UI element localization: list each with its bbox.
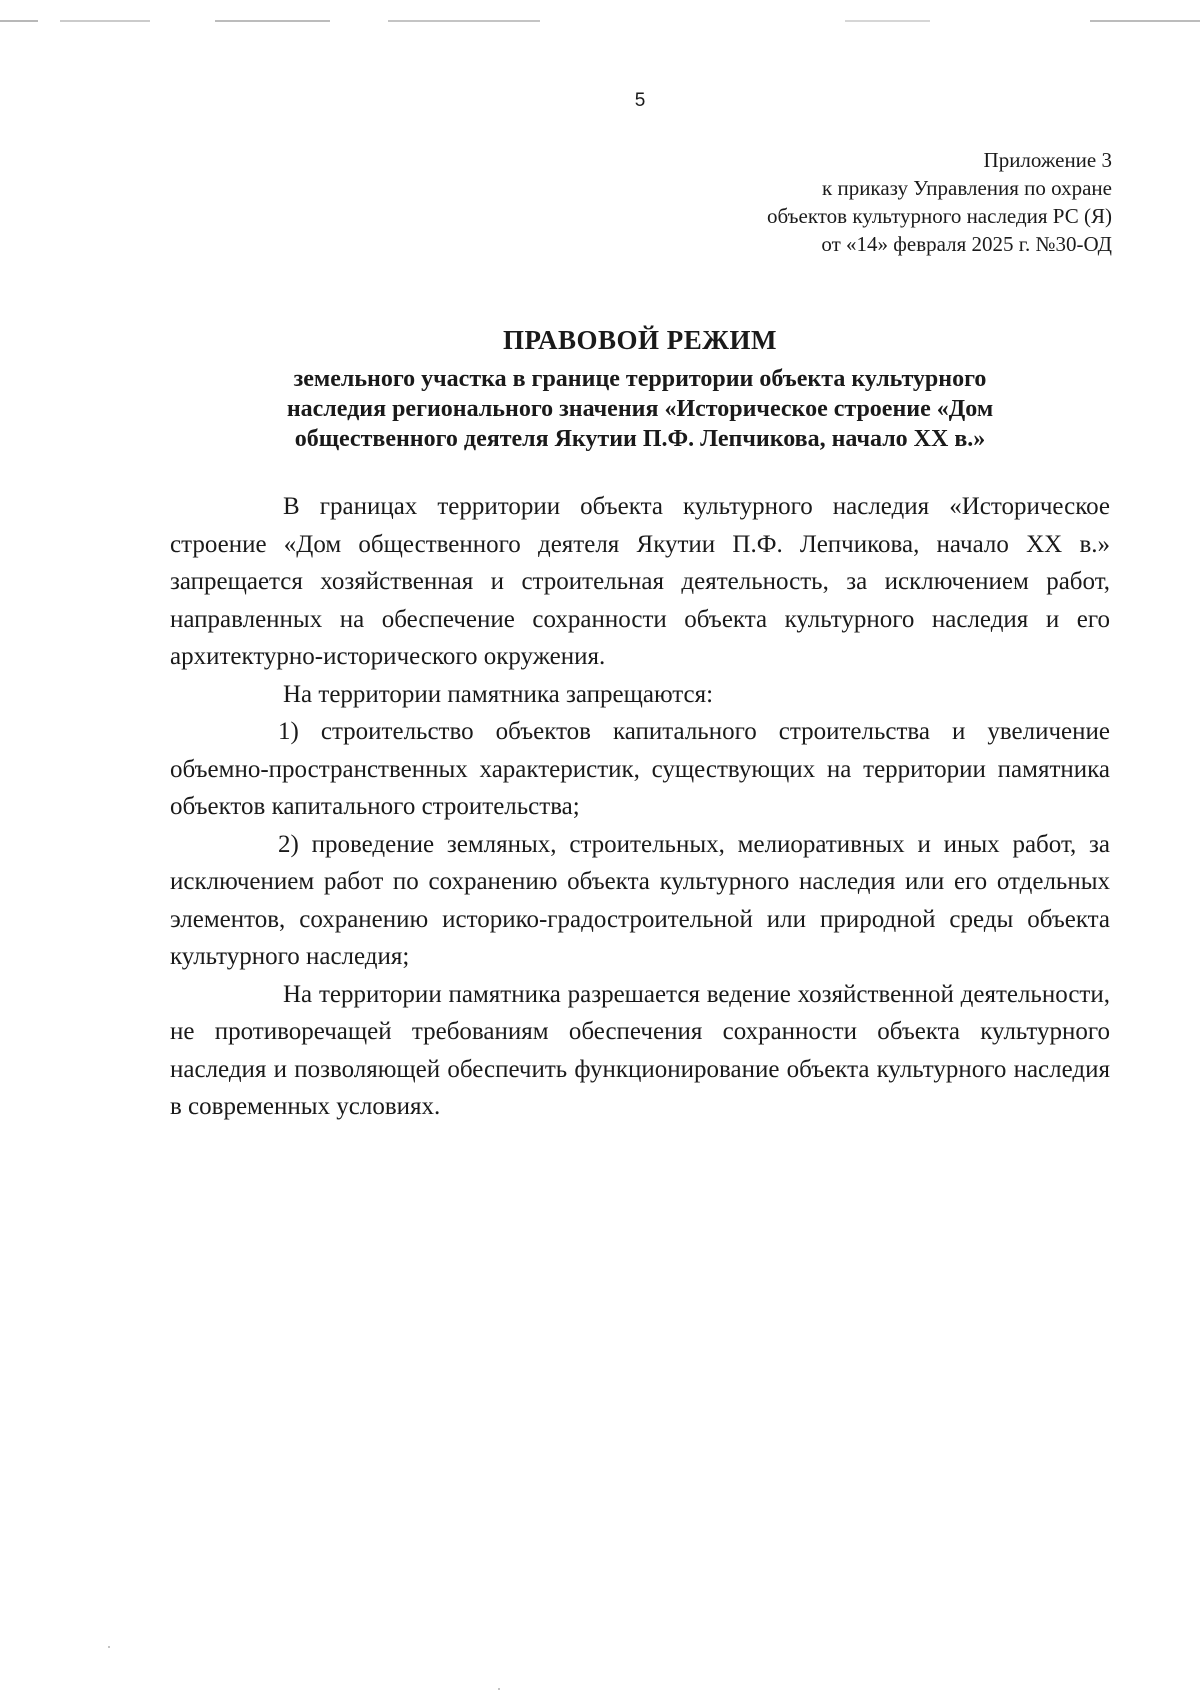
scan-speck xyxy=(108,1646,110,1648)
document-body xyxy=(170,488,1110,1126)
appendix-line: объектов культурного наследия РС (Я) xyxy=(767,204,1112,228)
body-paragraph: На территории памятника запрещаются: xyxy=(283,680,714,708)
title-subline: общественного деятеля Якутии П.Ф. Лепчикова, начало XX в.» xyxy=(294,426,986,452)
appendix-line: от «14» февраля 2025 г. №30-ОД xyxy=(821,232,1112,256)
scan-edge-artifact xyxy=(0,20,1200,22)
list-item: 2) проведение земляных, строительных, мелиоративных и иных работ, за исключением работ по сохранению объекта культурного наследия или его отдельных элементов, сохранению историко-градостроительной или природной среды объекта культурного наследия; xyxy=(170,830,1110,970)
appendix-line: к приказу Управления по охране xyxy=(822,176,1112,200)
title-subline: земельного участка в границе территории объекта культурного xyxy=(293,366,987,392)
title-heading: ПРАВОВОЙ РЕЖИМ xyxy=(503,325,777,355)
body-paragraph: На территории памятника разрешается ведение хозяйственной деятельности, не противоречащей требованиям обеспечения сохранности объекта культурного наследия и позволяющей обеспечить функционирование объекта культурного наследия в современных условиях. xyxy=(170,980,1110,1120)
list-item: 1) строительство объектов капитального строительства и увеличение объемно-пространственных характеристик, существующих на территории памятника объектов капитального строительства; xyxy=(170,718,1110,820)
appendix-line: Приложение 3 xyxy=(983,148,1112,172)
document-title xyxy=(100,322,1180,454)
title-subline: наследия регионального значения «Историческое строение «Дом xyxy=(286,396,994,422)
page-number: 5 xyxy=(634,90,646,111)
body-paragraph: В границах территории объекта культурного наследия «Историческое строение «Дом общественного деятеля Якутии П.Ф. Лепчикова, начало XX в.» запрещается хозяйственная и строительная деятельность, за исключением работ, направленных на обеспечение сохранности объекта культурного наследия и его архитектурно-исторического окружения. xyxy=(170,493,1110,670)
appendix-reference xyxy=(767,146,1112,258)
scan-speck xyxy=(498,1688,500,1690)
